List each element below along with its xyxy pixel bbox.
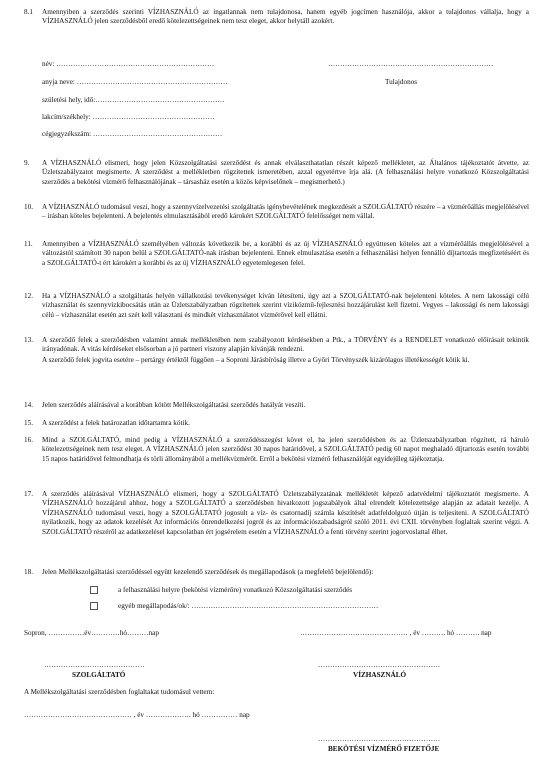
- section-text: Mind a SZOLGÁLTATÓ, mind pedig a VÍZHASZNÁLÓ a szerződésszegést követ el, ha jelen szerződésben és az Üzletszabályzatban rögzített, rá háruló kötelezettségeinek nem tesz eleget. A VÍZHASZNÁLÓ jelen szerződést 30 napos határidővel, a SZOLGÁLTATÓ pedig 60 napot meghaladó díjtartozás esetén további 15 napos határidővel felmondhatja és törli állományából a mellékvízmérőt. Erről a bekötési vízmérő felhasználóját egyidejűleg tájékoztatja.: [42, 436, 529, 463]
- section-number: 17.: [24, 490, 33, 498]
- section-15: [24, 419, 529, 428]
- date-line-right[interactable]: ……………………………………… , év ………. hó ………. nap: [300, 629, 492, 637]
- section-number: 10.: [24, 203, 33, 211]
- section-text: Amennyiben a szerződés szerinti VÍZHASZNÁLÓ az ingatlannak nem tulajdonosa, hanem egyéb jogcímen használója, akkor a tulajdonos vállalja, hogy a VÍZHASZNÁLÓ jelen szerződésből eredő kötelezettségeinek nem tesz eleget, akkor helytáll azokért.: [42, 8, 529, 26]
- section-8-1: [24, 8, 529, 27]
- birth-field[interactable]: születési hely, idő:………………………………………………: [42, 96, 225, 104]
- payer-label: BEKÖTÉSI VÍZMÉRŐ FIZETŐJE: [328, 745, 440, 753]
- checkbox[interactable]: [90, 602, 98, 610]
- section-number: 14.: [24, 401, 33, 409]
- section-number: 8.1: [24, 8, 33, 16]
- section-11: [24, 240, 529, 268]
- name-field-right[interactable]: ……………………………………………………………: [328, 60, 494, 68]
- section-number: 15.: [24, 419, 33, 427]
- section-text-2: A szerződő felek jogvita esetére – pertárgy értéktől függően – a Soproni Járásbíróság illetve a Győri Törvényszék kizárólagos illetékességét kötik ki.: [42, 355, 470, 364]
- ack-text: A Mellékszolgáltatási szerződésben foglaltakat tudomásul vettem:: [24, 688, 215, 696]
- user-label: VÍZHASZNÁLÓ: [353, 671, 407, 679]
- section-text: A VÍZHASZNÁLÓ tudomásul veszi, hogy a szennyvízelvezetési szolgáltatás igénybevételének megkezdését a SZOLGÁLTATÓ részére – a vízmérőállás megjelölésével – írásban köteles bejelenteni. A bejelentés elmulasztásából eredő károkért SZOLGÁLTATÓ felelősséget nem vállal.: [42, 203, 529, 221]
- option-label: egyéb megállapodás/ok/: ……………………………………………………………………: [118, 602, 379, 610]
- owner-label: Tulajdonos: [385, 78, 418, 86]
- section-text: Jelen szerződés aláírásával a korábban kötött Mellékszolgáltatási szerződés hatályát veszíti.: [42, 401, 306, 409]
- section-18: [24, 568, 529, 577]
- company-reg-field[interactable]: cégjegyzékszám: ………………………………………………: [42, 130, 223, 138]
- section-number: 9.: [24, 159, 30, 167]
- section-9: [24, 159, 529, 187]
- ack-date-line[interactable]: ……………………………………… , év ………………. hó …………… nap: [24, 711, 250, 719]
- name-field[interactable]: név: …………………………………………………………: [42, 60, 215, 68]
- option-contract[interactable]: [90, 586, 352, 595]
- section-17: [24, 490, 529, 537]
- section-number: 11.: [24, 240, 33, 248]
- section-10: [24, 203, 529, 222]
- section-number: 16.: [24, 436, 33, 444]
- signature-line-user[interactable]: ……………………………………………: [318, 661, 441, 669]
- option-label: a felhasználási helyre (bekötési vízmérőre) vonatkozó Közszolgáltatási szerződés: [118, 586, 353, 594]
- section-text: A VÍZHASZNÁLÓ elismeri, hogy jelen Közszolgáltatási szerződést és annak elválaszthatatlan részét képező mellékletet, az Általános tájékoztatót átvette, az Üzletszabályzatot megismerte. A szerződést a mellékletben rögzítettek ismeretében, azzal egyetértve írja alá. (A felhasználási helyre vonatkozó Közszolgáltatási szerződés a bekötési vízmérő felhasználójának – társasház esetén a közös képviselőnek – megismerhető.): [42, 159, 529, 186]
- section-number: 13.: [24, 336, 33, 344]
- option-other[interactable]: [90, 602, 378, 611]
- provider-label: SZOLGÁLTATÓ: [72, 671, 126, 679]
- section-text: Ha a VÍZHASZNÁLÓ a szolgáltatás helyén vállalkozási tevékenységet kíván létesíteni, úgy azt a SZOLGÁLTATÓ-nak bejelenteni köteles. A nem lakossági célú vízhasználat és szennyvízkibocsátás után az Üzletszabályzatban rögzítettek szerint víziközmű-fejlesztési hozzájárulást kell fizetni. Vegyes – lakossági és nem lakossági célú – vízhasználat esetén azt szét kell választani és mindkét vízhasználatot vízmérővel kell ellátni.: [42, 292, 529, 319]
- section-text: A szerződés aláírásával VÍZHASZNÁLÓ elismeri, hogy a SZOLGÁLTATÓ Üzletszabályzatának mellékletét képező adatvédelmi tájékoztatót megismerte. A VÍZHASZNÁLÓ hozzájárul ahhoz, hogy a SZOLGÁLTATÓ a szerződésben hivatkozott jogszabályok által elrendelt kötelezettsége alapján az adatait kezelje. A VÍZHASZNÁLÓ tudomásul veszi, hogy a SZOLGÁLTATÓ jogosult a víz- és csatornadíj számla készítését adatfeldolgozó útján is teljesíteni. A SZOLGÁLTATÓ nyilatkozik, hogy az adatok kezelését Az információs önrendelkezési jogról és az információszabadságról szóló 2011. évi CXII. törvényben foglaltak szerint végzi. A SZOLGÁLTATÓ részéről az adatkezelésel kapcsolatban ért jogsérelem esetén a VÍZHASZNÁLÓ a fenti törvény szerint jogorvoslattal élhet.: [42, 490, 529, 536]
- section-number: 18.: [24, 568, 33, 576]
- payer-signature-line[interactable]: ……………………………………………: [318, 735, 441, 743]
- checkbox[interactable]: [90, 586, 98, 594]
- section-12: [24, 292, 529, 320]
- section-text: A szerződést a felek határozatlan időtartamra kötik.: [42, 419, 190, 427]
- address-field[interactable]: lakcím/székhely: ……………………………………………: [42, 113, 215, 121]
- section-text: Jelen Mellékszolgáltatási szerződéssel együtt kezelendő szerződések és megállapodások (a megfelelő bejelölendő):: [42, 568, 374, 576]
- section-text: Amennyiben a VÍZHASZNÁLÓ személyében változás következik be, a korábbi és az új VÍZHASZNÁLÓ együttesen köteles azt a vízmérőállás megjelölésével a változástól számított 30 napon belül a SZOLGÁLTATÓ-nak írásban bejelenteni. Ennek elmulasztása esetén a felhasználási helyen fennálló díjtartozás megfizetéséért és a SZOLGÁLTATÓ-t ért károkért a korábbi és az új VÍZHASZNÁLÓ egyetemlegesen felel.: [42, 240, 529, 267]
- section-16: [24, 436, 529, 464]
- section-14: [24, 401, 529, 410]
- signature-line-provider[interactable]: ……………………………………: [44, 661, 145, 669]
- section-13: [24, 336, 529, 365]
- date-line-left[interactable]: Sopron, ……………év…………hó………nap: [24, 629, 159, 637]
- section-text: A szerződő felek a szerződésben valamint annak mellékletében nem szabályozott kérdésekben a Ptk., a TÖRVÉNY és a RENDELET vonatkozó előírásait tekintik irányadónak. A vitás kérdéseket elsősorban a jó partneri viszony alapján kívánják rendezni.: [42, 336, 529, 354]
- mother-name-field[interactable]: anyja neve: ………………………………………………………: [42, 78, 228, 86]
- section-number: 12.: [24, 292, 33, 300]
